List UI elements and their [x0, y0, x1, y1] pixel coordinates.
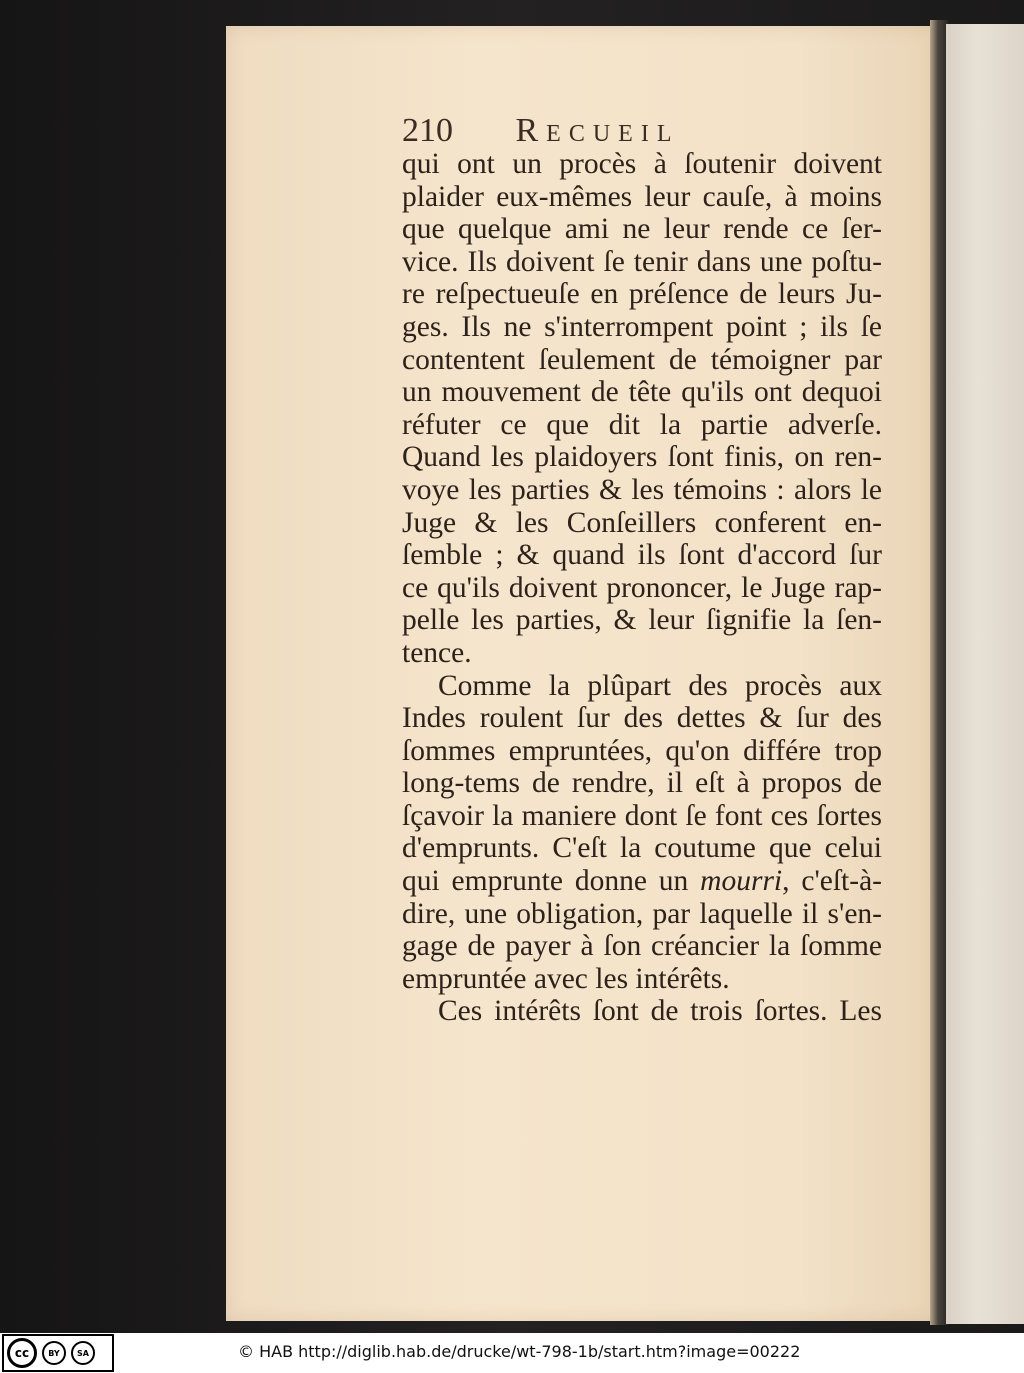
text-line: re reſpectueuſe en préſence de leurs Ju-	[402, 278, 882, 311]
cc-icon: cc	[7, 1338, 37, 1368]
text-line: gage de payer à ſon créancier la ſomme	[402, 930, 882, 963]
text-line: réfuter ce que dit la partie adverſe.	[402, 408, 882, 441]
page-number: 210	[402, 112, 453, 149]
by-label: BY	[48, 1348, 60, 1358]
copyright-link[interactable]: © HAB http://diglib.hab.de/drucke/wt-798-1b/start.htm?image=00222	[238, 1342, 801, 1361]
text-line: ges. Ils ne s'interrompent point ; ils ſe	[402, 310, 882, 343]
text-line: vice. Ils doivent ſe tenir dans une poſtu-	[402, 245, 882, 278]
text-line-tail: , c'eſt-à-	[782, 865, 882, 898]
facing-page-edge	[946, 24, 1024, 1324]
text-line: Indes roulent ſur des dettes & ſur des	[402, 702, 882, 735]
text-line: dire, une obligation, par laquelle il s'en-	[402, 897, 882, 930]
text-line: un mouvement de tête qu'ils ont dequoi	[402, 376, 882, 409]
text-line: ce qu'ils doivent prononcer, le Juge rap-	[402, 571, 882, 604]
text-line: d'emprunts. C'eſt la coutume que celui	[402, 832, 882, 865]
text-line-start: qui emprunte donne un	[402, 865, 689, 898]
text-line-with-italic	[402, 865, 882, 898]
cc-license-badge[interactable]	[2, 1334, 114, 1372]
text-line: contentent ſeulement de témoigner par	[402, 343, 882, 376]
text-line: ſçavoir la maniere dont ſe font ces ſortes	[402, 799, 882, 832]
text-line: plaider eux-mêmes leur cauſe, à moins	[402, 180, 882, 213]
running-title: Recueil	[515, 112, 680, 149]
text-line: tence.	[402, 636, 472, 669]
text-line: empruntée avec les intérêts.	[402, 962, 730, 995]
sa-label: SA	[77, 1348, 89, 1358]
text-line: long-tems de rendre, il eſt à propos de	[402, 767, 882, 800]
body-text	[402, 148, 882, 1028]
by-icon	[42, 1341, 66, 1365]
text-line: Ces intérêts ſont de trois ſortes. Les	[438, 995, 882, 1028]
sa-icon	[71, 1341, 95, 1365]
text-line: qui ont un procès à ſoutenir doivent	[402, 148, 882, 180]
text-line: ſemble ; & quand ils ſont d'accord ſur	[402, 539, 882, 572]
running-head	[402, 112, 680, 150]
text-line: pelle les parties, & leur ſignifie la ſen-	[402, 604, 882, 637]
text-line: Quand les plaidoyers ſont finis, on ren-	[402, 441, 882, 474]
text-line: ſommes empruntées, qu'on différe trop	[402, 734, 882, 767]
italic-term: mourri	[700, 865, 783, 898]
text-line: que quelque ami ne leur rende ce ſer-	[402, 213, 882, 246]
text-line: Juge & les Conſeillers conferent en-	[402, 506, 882, 539]
text-line: Comme la plûpart des procès aux	[438, 669, 882, 702]
text-line: voye les parties & les témoins : alors le	[402, 473, 882, 506]
